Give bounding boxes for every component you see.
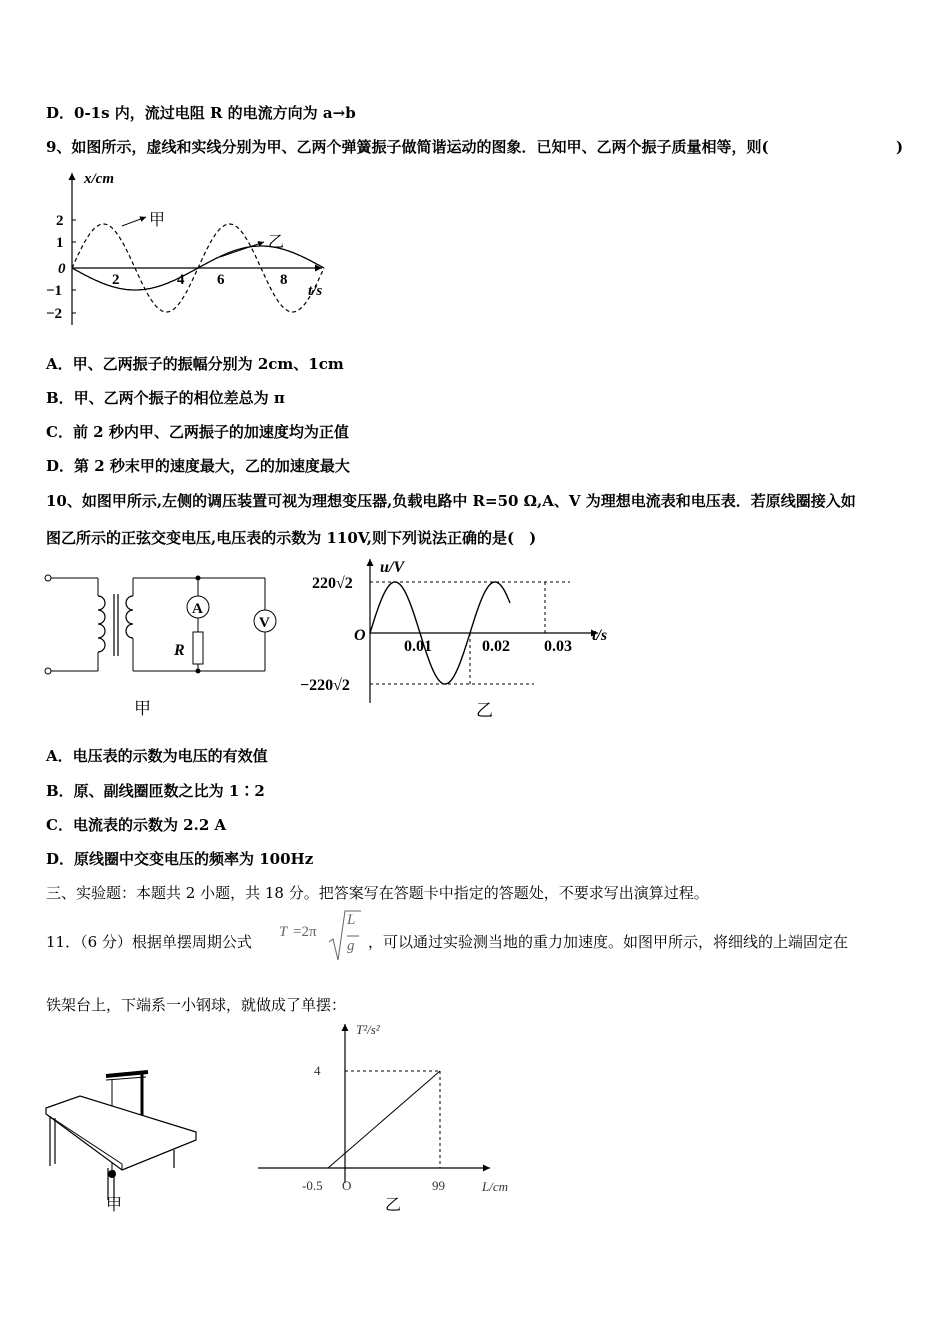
q11-formula-g: g <box>347 938 355 954</box>
q9-stem-text: 9、如图所示，虚线和实线分别为甲、乙两个弹簧振子做简谐运动的图象．已知甲、乙两个振子质量相等，则( <box>46 138 769 156</box>
q9-xtick-2: 2 <box>112 272 120 288</box>
q10-option-b[interactable]: B．原、副线圈匝数之比为 1∶2 <box>46 782 265 800</box>
q9-stem-end: ) <box>896 138 904 156</box>
q11-t2-l-graph <box>250 1018 530 1218</box>
q10-option-d[interactable]: D．原线圈中交变电压的频率为 100Hz <box>46 850 314 868</box>
q9-option-c[interactable]: C．前 2 秒内甲、乙两振子的加速度均为正值 <box>46 423 349 441</box>
q9-xtick-8: 8 <box>280 272 288 288</box>
q10-option-a[interactable]: A．电压表的示数为电压的有效值 <box>46 747 268 765</box>
q10-origin: O <box>354 627 366 644</box>
q9-ylabel: x/cm <box>84 171 114 187</box>
q9-option-b[interactable]: B．甲、乙两个振子的相位差总为 π <box>46 389 285 407</box>
q9-option-d[interactable]: D．第 2 秒末甲的速度最大，乙的加速度最大 <box>46 457 350 475</box>
q10-primary-coil <box>98 596 105 652</box>
q10-resistor <box>193 632 203 664</box>
q9-ytick-0: 0 <box>58 261 66 277</box>
q10-ylabel: u/V <box>380 559 405 576</box>
q11-pre: 11．（6 分）根据单摆周期公式 <box>46 933 252 951</box>
q10-resistor-label: R <box>174 642 185 659</box>
q11-formula-T: T <box>279 924 288 940</box>
q9-arrow-yi <box>220 242 264 257</box>
q9-xtick-4: 4 <box>177 272 185 288</box>
q9-label-jia: 甲 <box>149 212 166 229</box>
q11-graph-caption: 乙 <box>385 1197 402 1214</box>
q9-shm-graph <box>40 165 340 330</box>
q9-option-a[interactable]: A．甲、乙两振子的振幅分别为 2cm、1cm <box>46 355 344 373</box>
q11-post: ，可以通过实验测当地的重力加速度。如图甲所示，将细线的上端固定在 <box>368 933 849 951</box>
q11-formula <box>277 908 367 968</box>
q9-xlabel: t/s <box>308 283 323 299</box>
q10-stem-2: 图乙所示的正弦交变电压,电压表的示数为 110V,则下列说法正确的是( ) <box>46 529 537 547</box>
q9-label-yi: 乙 <box>268 234 285 251</box>
q11-line2: 铁架台上，下端系一小钢球，就做成了单摆： <box>46 996 347 1014</box>
q9-stem <box>46 137 906 157</box>
q10-wave-caption: 乙 <box>476 701 493 720</box>
q9-ytick-2: 2 <box>56 213 64 229</box>
q10-voltmeter-label: V <box>259 615 270 631</box>
q10-circuit <box>40 566 290 721</box>
q11-xlabel: L/cm <box>482 1179 508 1194</box>
q9-ytick-1: 1 <box>56 235 64 251</box>
q11-origin: O <box>342 1178 352 1193</box>
q11-x-neg: -0.5 <box>302 1178 323 1193</box>
q8-option-d: D．0-1s 内，流过电阻 R 的电流方向为 a→b <box>46 104 356 122</box>
q11-setup-caption: 甲 <box>106 1197 123 1214</box>
q10-xlabel: t/s <box>592 627 608 644</box>
q10-secondary-coil <box>126 596 133 638</box>
q10-wave-graph <box>298 553 628 723</box>
q10-ymin: −220√2 <box>300 677 350 694</box>
q10-xtick-001: 0.01 <box>404 638 432 655</box>
q11-ylabel: T²/s² <box>356 1022 380 1037</box>
q10-ymax: 220√2 <box>312 575 353 592</box>
q10-stem-1: 10、如图甲所示,左侧的调压装置可视为理想变压器,负载电路中 R=50 Ω,A、V 为理想电流表和电压表．若原线圈接入如 <box>46 492 856 510</box>
q10-option-c[interactable]: C．电流表的示数为 2.2 A <box>46 816 227 834</box>
q9-arrow-jia <box>122 217 146 226</box>
q10-circuit-caption: 甲 <box>134 699 151 718</box>
q9-xtick-6: 6 <box>217 272 225 288</box>
q11-pendulum-setup <box>40 1060 210 1220</box>
q9-ytick-m1: −1 <box>46 283 63 299</box>
section-3-heading: 三、实验题：本题共 2 小题，共 18 分。把答案写在答题卡中指定的答题处，不要求写出演算过程。 <box>46 884 709 902</box>
q9-ytick-m2: −2 <box>46 306 63 322</box>
q10-ammeter-label: A <box>192 601 203 617</box>
q11-x-value: 99 <box>432 1178 445 1193</box>
q11-ball <box>108 1170 116 1178</box>
q11-formula-eq: =2π <box>293 924 317 940</box>
q10-xtick-003: 0.03 <box>544 638 572 655</box>
q11-y-value: 4 <box>314 1063 321 1078</box>
q10-xtick-002: 0.02 <box>482 638 510 655</box>
q11-formula-L: L <box>347 912 356 928</box>
